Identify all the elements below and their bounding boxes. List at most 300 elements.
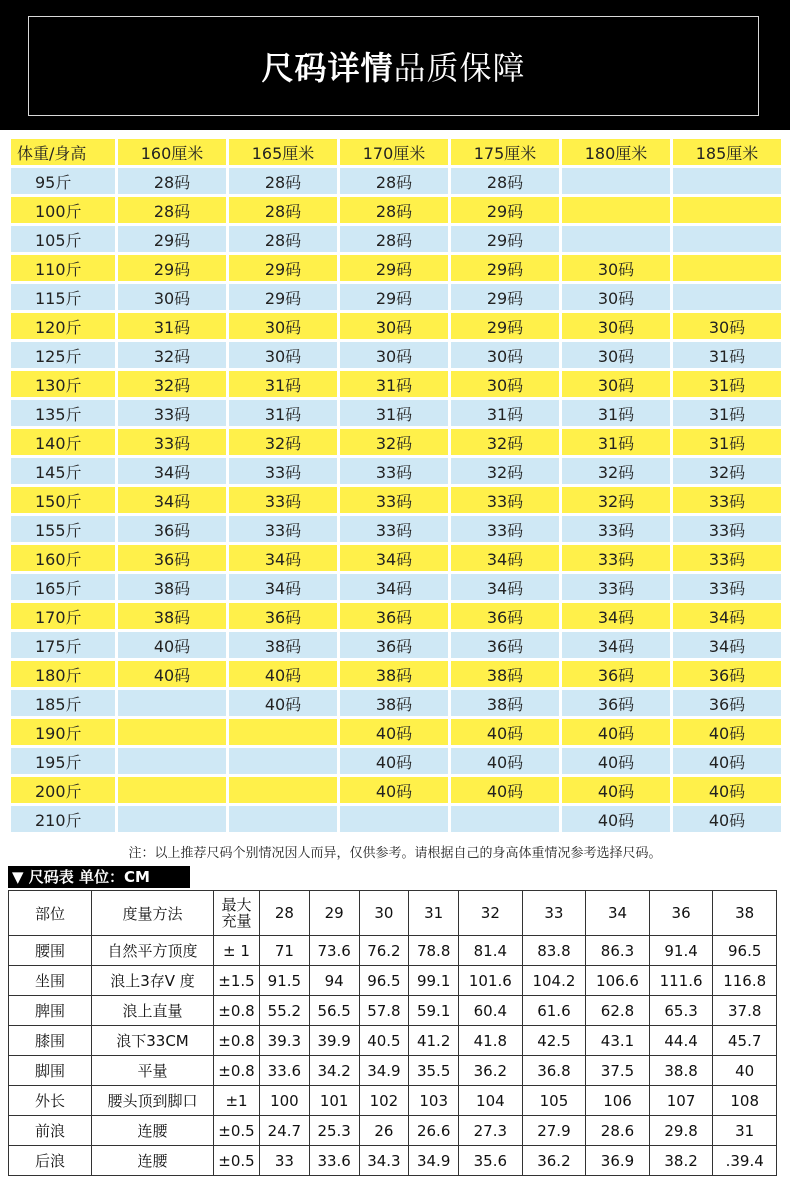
tolerance-cell: ±0.5 xyxy=(214,1146,260,1176)
height-header: 170厘米 xyxy=(340,139,448,165)
size-header: 29 xyxy=(309,891,359,936)
size-cell: 28码 xyxy=(340,197,448,223)
size-row xyxy=(11,487,781,513)
size-header-row xyxy=(11,139,781,165)
size-row xyxy=(11,284,781,310)
size-row xyxy=(11,255,781,281)
measure-row xyxy=(9,1146,777,1176)
measure-row xyxy=(9,936,777,966)
weight-cell: 195斤 xyxy=(11,748,115,774)
size-cell: 40码 xyxy=(451,719,559,745)
size-cell xyxy=(673,226,781,252)
tolerance-cell: ±0.8 xyxy=(214,996,260,1026)
weight-cell: 95斤 xyxy=(11,168,115,194)
measure-cell: 96.5 xyxy=(359,966,409,996)
size-cell: 34码 xyxy=(451,545,559,571)
part-cell: 腰围 xyxy=(9,936,92,966)
size-header: 28 xyxy=(260,891,310,936)
method-cell: 自然平方顶度 xyxy=(92,936,214,966)
measure-cell: 42.5 xyxy=(522,1026,586,1056)
size-cell: 36码 xyxy=(562,690,670,716)
weight-cell: 180斤 xyxy=(11,661,115,687)
page-title xyxy=(29,17,758,115)
size-cell: 28码 xyxy=(340,168,448,194)
size-cell xyxy=(229,777,337,803)
size-row xyxy=(11,545,781,571)
size-cell: 33码 xyxy=(340,458,448,484)
size-row xyxy=(11,226,781,252)
measure-cell: 78.8 xyxy=(409,936,459,966)
size-cell: 34码 xyxy=(340,574,448,600)
title-light: 品质保障 xyxy=(393,49,526,87)
size-header: 34 xyxy=(586,891,650,936)
measure-cell: 56.5 xyxy=(309,996,359,1026)
measure-row xyxy=(9,1026,777,1056)
size-cell: 34码 xyxy=(673,603,781,629)
size-row xyxy=(11,400,781,426)
measure-cell: 44.4 xyxy=(649,1026,713,1056)
measure-cell: 91.5 xyxy=(260,966,310,996)
weight-cell: 175斤 xyxy=(11,632,115,658)
size-row xyxy=(11,342,781,368)
measure-cell: 36.2 xyxy=(459,1056,523,1086)
method-cell: 腰头顶到脚口 xyxy=(92,1086,214,1116)
size-cell: 33码 xyxy=(673,574,781,600)
size-cell: 36码 xyxy=(673,661,781,687)
size-cell: 32码 xyxy=(340,429,448,455)
size-cell: 36码 xyxy=(340,632,448,658)
measure-cell: 28.6 xyxy=(586,1116,650,1146)
size-cell: 33码 xyxy=(451,487,559,513)
size-cell xyxy=(229,806,337,832)
size-cell: 40码 xyxy=(340,719,448,745)
measure-cell: 65.3 xyxy=(649,996,713,1026)
weight-cell: 110斤 xyxy=(11,255,115,281)
size-header: 30 xyxy=(359,891,409,936)
size-cell: 30码 xyxy=(340,313,448,339)
size-cell: 34码 xyxy=(229,574,337,600)
size-row xyxy=(11,777,781,803)
size-cell xyxy=(451,806,559,832)
measure-cell: 101.6 xyxy=(459,966,523,996)
size-cell: 40码 xyxy=(673,748,781,774)
measure-cell: 33 xyxy=(260,1146,310,1176)
size-cell: 38码 xyxy=(451,661,559,687)
size-cell: 31码 xyxy=(118,313,226,339)
measure-cell: 26.6 xyxy=(409,1116,459,1146)
size-cell: 29码 xyxy=(451,313,559,339)
measure-cell: 34.3 xyxy=(359,1146,409,1176)
size-cell: 34码 xyxy=(451,574,559,600)
weight-cell: 160斤 xyxy=(11,545,115,571)
size-cell: 40码 xyxy=(229,661,337,687)
size-cell: 36码 xyxy=(118,545,226,571)
size-cell: 33码 xyxy=(673,516,781,542)
measure-cell: .39.4 xyxy=(713,1146,777,1176)
size-cell xyxy=(118,690,226,716)
size-cell: 31码 xyxy=(340,400,448,426)
size-cell: 31码 xyxy=(673,429,781,455)
part-cell: 脾围 xyxy=(9,996,92,1026)
size-cell: 34码 xyxy=(118,487,226,513)
measure-cell: 102 xyxy=(359,1086,409,1116)
measure-cell: 33.6 xyxy=(260,1056,310,1086)
size-cell: 31码 xyxy=(673,400,781,426)
measure-cell: 36.8 xyxy=(522,1056,586,1086)
size-cell xyxy=(340,806,448,832)
size-row xyxy=(11,429,781,455)
size-cell: 31码 xyxy=(229,371,337,397)
measure-table-label: ▼ 尺码表 单位：CM xyxy=(8,866,190,888)
measure-cell: 86.3 xyxy=(586,936,650,966)
measure-cell: 100 xyxy=(260,1086,310,1116)
size-header: 33 xyxy=(522,891,586,936)
size-row xyxy=(11,748,781,774)
size-cell: 36码 xyxy=(562,661,670,687)
tolerance-cell: ±0.8 xyxy=(214,1056,260,1086)
size-cell: 38码 xyxy=(118,603,226,629)
size-cell: 33码 xyxy=(229,487,337,513)
size-cell: 33码 xyxy=(562,545,670,571)
size-cell: 38码 xyxy=(451,690,559,716)
size-cell: 32码 xyxy=(562,458,670,484)
size-cell: 33码 xyxy=(562,574,670,600)
size-cell: 32码 xyxy=(673,458,781,484)
measure-cell: 60.4 xyxy=(459,996,523,1026)
part-cell: 坐围 xyxy=(9,966,92,996)
size-cell: 30码 xyxy=(562,255,670,281)
size-row xyxy=(11,719,781,745)
tolerance-cell: ±0.8 xyxy=(214,1026,260,1056)
size-cell xyxy=(229,719,337,745)
measure-cell: 35.5 xyxy=(409,1056,459,1086)
measure-cell: 61.6 xyxy=(522,996,586,1026)
measure-cell: 26 xyxy=(359,1116,409,1146)
size-row xyxy=(11,806,781,832)
measure-cell: 104.2 xyxy=(522,966,586,996)
measure-cell: 36.9 xyxy=(586,1146,650,1176)
method-cell: 连腰 xyxy=(92,1146,214,1176)
part-cell: 前浪 xyxy=(9,1116,92,1146)
size-cell: 36码 xyxy=(673,690,781,716)
size-cell: 40码 xyxy=(340,777,448,803)
tolerance-cell: ±1 xyxy=(214,1086,260,1116)
max-header-line1: 最大 xyxy=(221,896,252,914)
size-cell: 40码 xyxy=(562,777,670,803)
weight-cell: 165斤 xyxy=(11,574,115,600)
size-row xyxy=(11,197,781,223)
measure-cell: 108 xyxy=(713,1086,777,1116)
size-cell: 32码 xyxy=(451,429,559,455)
size-cell: 30码 xyxy=(118,284,226,310)
method-cell: 浪上直量 xyxy=(92,996,214,1026)
size-row xyxy=(11,632,781,658)
size-cell: 40码 xyxy=(340,748,448,774)
size-row xyxy=(11,661,781,687)
size-cell: 30码 xyxy=(562,284,670,310)
measure-cell: 55.2 xyxy=(260,996,310,1026)
size-cell: 33码 xyxy=(229,516,337,542)
measure-row xyxy=(9,1116,777,1146)
size-cell: 33码 xyxy=(340,487,448,513)
weight-cell: 150斤 xyxy=(11,487,115,513)
measure-cell: 41.2 xyxy=(409,1026,459,1056)
size-cell: 30码 xyxy=(562,313,670,339)
measure-cell: 76.2 xyxy=(359,936,409,966)
title-bold: 尺码详情 xyxy=(261,49,394,87)
size-cell: 32码 xyxy=(562,487,670,513)
measure-cell: 45.7 xyxy=(713,1026,777,1056)
measure-cell: 29.8 xyxy=(649,1116,713,1146)
size-cell: 29码 xyxy=(451,284,559,310)
part-cell: 后浪 xyxy=(9,1146,92,1176)
method-cell: 浪上3存V 度 xyxy=(92,966,214,996)
size-cell: 31码 xyxy=(340,371,448,397)
size-cell xyxy=(673,168,781,194)
size-cell: 29码 xyxy=(340,284,448,310)
measure-cell: 34.2 xyxy=(309,1056,359,1086)
measure-cell: 40.5 xyxy=(359,1026,409,1056)
measure-cell: 27.3 xyxy=(459,1116,523,1146)
measure-cell: 25.3 xyxy=(309,1116,359,1146)
measure-cell: 71 xyxy=(260,936,310,966)
measure-cell: 73.6 xyxy=(309,936,359,966)
size-header: 36 xyxy=(649,891,713,936)
size-cell: 29码 xyxy=(451,226,559,252)
max-header-line2: 充量 xyxy=(221,912,252,930)
corner-label: 体重/身高 xyxy=(11,139,115,165)
size-row xyxy=(11,574,781,600)
size-row xyxy=(11,168,781,194)
size-cell: 33码 xyxy=(673,487,781,513)
size-cell: 40码 xyxy=(229,690,337,716)
size-cell: 40码 xyxy=(118,661,226,687)
measure-cell: 36.2 xyxy=(522,1146,586,1176)
size-cell: 28码 xyxy=(451,168,559,194)
weight-cell: 155斤 xyxy=(11,516,115,542)
measure-cell: 31 xyxy=(713,1116,777,1146)
size-cell: 31码 xyxy=(229,400,337,426)
weight-cell: 200斤 xyxy=(11,777,115,803)
size-cell: 34码 xyxy=(562,632,670,658)
size-cell: 31码 xyxy=(673,342,781,368)
size-cell: 33码 xyxy=(562,516,670,542)
size-cell: 30码 xyxy=(451,371,559,397)
measure-cell: 33.6 xyxy=(309,1146,359,1176)
measure-cell: 57.8 xyxy=(359,996,409,1026)
weight-cell: 145斤 xyxy=(11,458,115,484)
measurement-table xyxy=(8,890,777,1176)
measure-cell: 34.9 xyxy=(359,1056,409,1086)
measure-header-row xyxy=(9,891,777,936)
height-header: 160厘米 xyxy=(118,139,226,165)
size-cell: 32码 xyxy=(229,429,337,455)
measure-cell: 38.8 xyxy=(649,1056,713,1086)
size-cell: 31码 xyxy=(562,400,670,426)
size-cell: 36码 xyxy=(118,516,226,542)
size-cell: 34码 xyxy=(340,545,448,571)
part-cell: 膝围 xyxy=(9,1026,92,1056)
method-cell: 连腰 xyxy=(92,1116,214,1146)
size-cell: 40码 xyxy=(451,748,559,774)
measure-cell: 27.9 xyxy=(522,1116,586,1146)
size-cell: 30码 xyxy=(673,313,781,339)
size-row xyxy=(11,603,781,629)
size-cell xyxy=(118,806,226,832)
size-cell: 40码 xyxy=(673,719,781,745)
size-cell: 40码 xyxy=(673,806,781,832)
size-cell: 30码 xyxy=(229,313,337,339)
size-cell: 36码 xyxy=(451,632,559,658)
measure-cell: 39.9 xyxy=(309,1026,359,1056)
size-cell: 32码 xyxy=(118,342,226,368)
method-header: 度量方法 xyxy=(92,891,214,936)
size-cell: 40码 xyxy=(118,632,226,658)
measure-cell: 35.6 xyxy=(459,1146,523,1176)
weight-cell: 185斤 xyxy=(11,690,115,716)
tolerance-cell: ±1.5 xyxy=(214,966,260,996)
measure-cell: 40 xyxy=(713,1056,777,1086)
size-cell xyxy=(562,168,670,194)
measure-cell: 111.6 xyxy=(649,966,713,996)
size-cell: 28码 xyxy=(229,197,337,223)
size-cell: 38码 xyxy=(340,661,448,687)
size-cell: 34码 xyxy=(673,632,781,658)
measure-cell: 37.5 xyxy=(586,1056,650,1086)
size-cell xyxy=(118,777,226,803)
size-row xyxy=(11,313,781,339)
measure-cell: 101 xyxy=(309,1086,359,1116)
measure-cell: 39.3 xyxy=(260,1026,310,1056)
size-cell: 38码 xyxy=(229,632,337,658)
size-cell: 40码 xyxy=(451,777,559,803)
measure-cell: 103 xyxy=(409,1086,459,1116)
weight-cell: 115斤 xyxy=(11,284,115,310)
size-cell: 29码 xyxy=(451,255,559,281)
size-cell: 30码 xyxy=(451,342,559,368)
weight-cell: 100斤 xyxy=(11,197,115,223)
tolerance-cell: ± 1 xyxy=(214,936,260,966)
size-cell: 34码 xyxy=(229,545,337,571)
size-cell: 33码 xyxy=(229,458,337,484)
weight-cell: 135斤 xyxy=(11,400,115,426)
measure-cell: 81.4 xyxy=(459,936,523,966)
size-cell: 40码 xyxy=(673,777,781,803)
size-cell: 33码 xyxy=(673,545,781,571)
size-cell: 29码 xyxy=(118,226,226,252)
size-recommendation-table xyxy=(8,136,784,835)
size-cell: 30码 xyxy=(229,342,337,368)
weight-cell: 120斤 xyxy=(11,313,115,339)
size-cell: 40码 xyxy=(562,806,670,832)
measure-cell: 116.8 xyxy=(713,966,777,996)
size-cell: 29码 xyxy=(118,255,226,281)
measure-cell: 24.7 xyxy=(260,1116,310,1146)
measure-cell: 96.5 xyxy=(713,936,777,966)
measure-row xyxy=(9,996,777,1026)
size-cell: 28码 xyxy=(340,226,448,252)
size-cell: 34码 xyxy=(118,458,226,484)
weight-cell: 125斤 xyxy=(11,342,115,368)
size-cell: 40码 xyxy=(562,719,670,745)
measure-cell: 83.8 xyxy=(522,936,586,966)
height-header: 185厘米 xyxy=(673,139,781,165)
size-cell: 29码 xyxy=(229,284,337,310)
size-cell xyxy=(562,197,670,223)
weight-cell: 210斤 xyxy=(11,806,115,832)
size-cell: 28码 xyxy=(118,197,226,223)
max-header xyxy=(214,891,260,936)
weight-cell: 130斤 xyxy=(11,371,115,397)
tolerance-cell: ±0.5 xyxy=(214,1116,260,1146)
measure-row xyxy=(9,1056,777,1086)
measure-cell: 41.8 xyxy=(459,1026,523,1056)
size-cell: 30码 xyxy=(562,371,670,397)
part-header: 部位 xyxy=(9,891,92,936)
size-cell: 38码 xyxy=(340,690,448,716)
size-note: 注：以上推荐尺码个别情况因人而异，仅供参考。请根据自己的身高体重情况参考选择尺码。 xyxy=(128,846,662,861)
size-cell: 33码 xyxy=(118,429,226,455)
size-cell: 34码 xyxy=(562,603,670,629)
size-cell: 36码 xyxy=(451,603,559,629)
header-banner xyxy=(0,0,790,130)
size-cell: 31码 xyxy=(673,371,781,397)
measure-cell: 99.1 xyxy=(409,966,459,996)
size-cell: 29码 xyxy=(451,197,559,223)
measure-cell: 105 xyxy=(522,1086,586,1116)
size-cell: 30码 xyxy=(340,342,448,368)
measure-row xyxy=(9,1086,777,1116)
size-cell: 36码 xyxy=(229,603,337,629)
size-cell: 32码 xyxy=(451,458,559,484)
size-cell: 32码 xyxy=(118,371,226,397)
measure-cell: 106.6 xyxy=(586,966,650,996)
method-cell: 浪下33CM xyxy=(92,1026,214,1056)
measure-cell: 37.8 xyxy=(713,996,777,1026)
size-cell: 29码 xyxy=(229,255,337,281)
size-cell: 33码 xyxy=(118,400,226,426)
measure-cell: 91.4 xyxy=(649,936,713,966)
size-cell: 33码 xyxy=(451,516,559,542)
size-cell xyxy=(673,255,781,281)
measure-cell: 104 xyxy=(459,1086,523,1116)
size-header: 31 xyxy=(409,891,459,936)
size-row xyxy=(11,690,781,716)
size-cell xyxy=(673,284,781,310)
size-cell: 30码 xyxy=(562,342,670,368)
header-frame xyxy=(28,16,759,116)
size-cell: 31码 xyxy=(562,429,670,455)
size-header: 32 xyxy=(459,891,523,936)
size-cell: 38码 xyxy=(118,574,226,600)
weight-cell: 140斤 xyxy=(11,429,115,455)
measure-cell: 43.1 xyxy=(586,1026,650,1056)
size-cell xyxy=(562,226,670,252)
height-header: 175厘米 xyxy=(451,139,559,165)
measure-cell: 59.1 xyxy=(409,996,459,1026)
measure-cell: 34.9 xyxy=(409,1146,459,1176)
weight-cell: 190斤 xyxy=(11,719,115,745)
size-row xyxy=(11,516,781,542)
size-header: 38 xyxy=(713,891,777,936)
height-header: 165厘米 xyxy=(229,139,337,165)
weight-cell: 170斤 xyxy=(11,603,115,629)
size-row xyxy=(11,371,781,397)
measure-cell: 62.8 xyxy=(586,996,650,1026)
size-cell: 28码 xyxy=(229,226,337,252)
size-cell: 40码 xyxy=(562,748,670,774)
size-cell: 28码 xyxy=(118,168,226,194)
